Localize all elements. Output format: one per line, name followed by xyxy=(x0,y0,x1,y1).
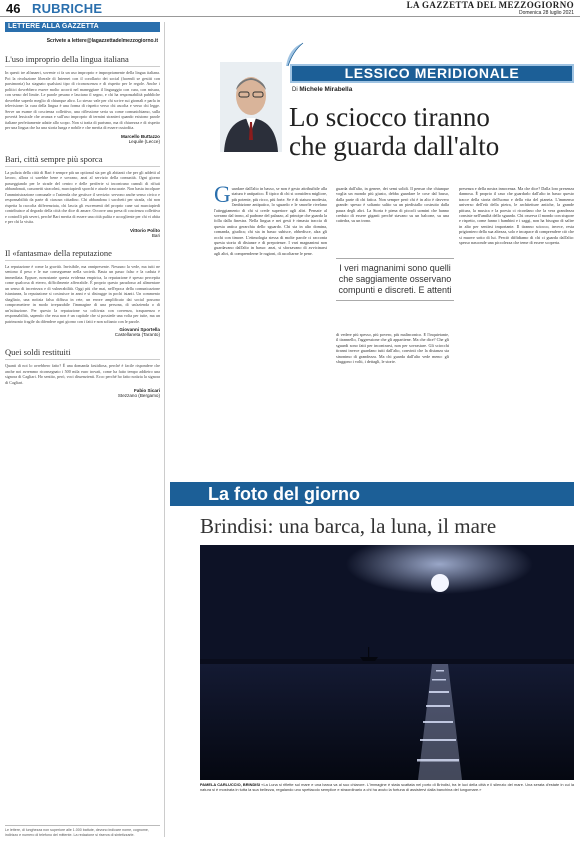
letter-item xyxy=(5,347,160,398)
letter-signature xyxy=(5,327,160,337)
page-number: 46 xyxy=(6,1,21,16)
night-sea-photo xyxy=(200,545,574,780)
letters-band: LETTERE ALLA GAZZETTA xyxy=(5,22,160,32)
letter-body: La reputazione è come la gravità. Invisibile, ma onnipresente. Nessuno la vede, ma tutti ne sentono il peso e le sue conseguenze nella società. Basta un passo falso e la caduta è immediata. Eppure, nonostante questa evidenza empirica, la reputazione è spesso percepita come qualcosa di etereo, difficilmente afferrabile. È proprio questo paradosso ad alimentare un senso di incertezza e di vulnerabilità. Oggi più che mai, nell'epoca della comunicazione istantanea, la reputazione si costruisce in anni e si distrugge in pochi istanti. Un commento sbagliato, una notizia falsa diffusa in rete, un errore amplificato dai social possono compromettere in modo irreparabile l'immagine di una persona, di un'azienda o di un'istituzione. Per questo la reputazione va coltivata con coerenza, trasparenza e responsabilità, sapendo che essa non è un capitale che si possiede una volta per tutte, ma un patrimonio fragile da difendere ogni giorno con i fatti e non soltanto con le parole. xyxy=(5,263,160,324)
letter-item xyxy=(5,54,160,144)
column-divider xyxy=(164,22,165,837)
letter-author: Vittorio Polito xyxy=(129,227,160,233)
photo-caption-text: «La Luna si riflette sul mare e una barca va al suo chiarore. L'immagine è stata scattata nel porto di Brindisi, tra le luci della città e il silenzio del mare. Una serata d'estate in cui la natura si è mostrata in tutta la sua bellezza, regalando uno spettacolo semplice e straordinario a chi ha avuto la fortuna di assistervi dalla banchina del lungomare.» xyxy=(200,782,574,792)
page-header xyxy=(0,0,580,17)
photo-band-title: La foto del giorno xyxy=(208,484,360,504)
article-column-1 xyxy=(214,182,327,256)
letter-body: La pulizia della città di Bari è sempre più un optional sia per gli abitanti che per gli addetti al lavoro, allora ci sarebbe bene e sovrano, anzi al servizio della comunità. Ogni giorno passeggiando per le strade del centro e delle periferie si incontrano cumuli di rifiuti abbandonati, cassonetti stracolmi, marciapiedi sporchi e aiuole trascurate. Non basta incolpare l'amministrazione comunale o l'azienda che gestisce il servizio: servono anche senso civico e responsabilità da parte di ciascun cittadino. Chi abbandona i sacchetti per strada, chi non rispetta la raccolta differenziata, chi lascia gli escrementi del proprio cane sui marciapiedi contribuisce al degrado della città che dice di amare. Occorre una presa di coscienza collettiva e controlli più severi, perché Bari merita di essere una città pulita e accogliente per chi vi abita e per chi la visita. xyxy=(5,169,160,224)
letter-author: Giovanni Sportella xyxy=(119,327,160,332)
letter-author: Marcello Buttazzo xyxy=(120,133,160,139)
letters-column xyxy=(5,22,160,837)
letter-item xyxy=(5,248,160,338)
letter-item xyxy=(5,154,160,238)
photo-caption xyxy=(200,783,574,793)
letter-signature xyxy=(5,388,160,398)
letter-title: Bari, città sempre più sporca xyxy=(5,154,160,167)
letter-signature xyxy=(5,228,160,238)
article-text: uardare dall'alto in basso, se non è gesto attribuibile alla statura è antipatico. È tipico di chi si considera migliore, più potente, più ricco, più forte. Se è di statura modesta, l'ambizione antipatico, lo sguardo e le smorfie rivelano l'atteggiamento di chi si crede superiore agli altri. Pensate al sovrano dal trono, al padrone del palazzo, al principe che guarda la folla dalla finestra. Nella lingua e nei gesti è rimasta traccia di questa antica gerarchia dello sguardo. Chi sta in alto domina, comanda, giudica; chi sta in basso subisce, obbedisce, alza gli occhi con timore. L'etimologia stessa di molte parole ci racconta questa storia di distanze e di prepotenze. I vari magnanimi non guardavano dall'alto in basso: anzi, si sforzavano di avvicinarsi agli altri, di comprenderne le ragioni, di ascoltarne le pene. xyxy=(214,186,327,256)
article-headline xyxy=(289,103,499,161)
issue-date: Domenica 28 luglio 2021 xyxy=(518,10,574,16)
article-text: presenza e della nostra innocenza. Ma che dice? Dalla loro presenza dannosa. È proprio il caso che guardarlo dall'alto in basso questo tracce della storia dell'uomo e della vita del pianeta. L'immenso universo dell'età della pietra, le architetture antiche, la grande pittura, la musica e la poesia ci ricordano che la vera grandezza consiste nell'umiltà dello sguardo. Chi osserva il mondo con stupore e rispetto, come fanno i bambini e i saggi, non ha bisogno di salire in alto per sentirsi importante. Il tiranno sciocco, invece, resta prigioniero della sua altezza, solo e incapace di comprendere ciò che si muove sotto di lui. Perciò diffidiamo di chi ci guarda dall'alto: spesso nasconde una piccolezza che teme di essere scoperta. xyxy=(459,186,574,246)
letter-signature xyxy=(5,134,160,144)
section-title: RUBRICHE xyxy=(32,1,103,16)
article-text: guarda dall'alto, in genere, dei semi solidi. Il pensar che chiunque voglia un mondo più giusto, debba guardare le cose dal basso, dalla parte di chi fatica. Non sempre però chi è in alto è davvero grande: spesso è soltanto salito su un piedistallo costruito dalla paura degli altri. La Storia è piena di piccoli uomini che hanno creduto di essere giganti perché stavano su un balcone, su una cattedra, su un trono. xyxy=(336,186,449,224)
pull-quote: I veri magnanimi sono quelli che saggiamente osservano compunti e discreti. E attenti xyxy=(336,258,454,301)
article-column-3 xyxy=(459,186,574,245)
letter-place: Castellaneta (Taranto) xyxy=(114,332,160,337)
letter-place: Bari xyxy=(151,232,160,238)
letter-title: L'uso improprio della lingua italiana xyxy=(5,54,160,67)
article-byline xyxy=(292,86,352,93)
letters-email-link[interactable]: Scrivete a lettere@lagazzettadelmezzogiorno.it xyxy=(46,38,158,44)
masthead xyxy=(407,0,574,16)
headline-line-1: Lo sciocco tiranno xyxy=(289,102,490,132)
letter-title: Il «fantasma» della reputazione xyxy=(5,248,160,261)
letter-author: Fabio Sicari xyxy=(133,388,160,393)
letter-title: Quei soldi restituiti xyxy=(5,347,160,360)
photo-credit: PAMELA CARLUCCIO, BRINDISI xyxy=(200,782,261,787)
letters-note: Le lettere, di lunghezza non superiore alle 1.000 battute, devono indicare nome, cognome, indirizzo e numero di telefono del mittente. La redazione si riserva di sintetizzarle. xyxy=(5,825,160,837)
article-column-2-top xyxy=(336,186,449,256)
letter-place: Lequile (Lecce) xyxy=(128,138,160,144)
drop-cap: G xyxy=(214,182,231,207)
letter-body: In questi tre alfanaeri, sovente ci fa un uso improprio e impropriamente della lingua italiana. Poi la rivoluzione liberale di Internet con il corollario dei social (facendi se gestiti con parsimonia) ha stagnato qualsiasi tipo di riconoscenza e di rispetto per le regole. Anche i politici dovrebbero essere molto accorti nel maneggiare il linguaggio con cura, con misura, con senso del limite. Le parole pesano e lasciano il segno, e chi ha responsabilità pubbliche dovrebbe saperlo meglio di chiunque altro. Lo stesso vale per chi scrive sui giornali e parla in televisione: la cura della lingua è una forma di rispetto verso chi ascolta e verso chi legge. Serve un esame di coscienza collettivo, una riflessione seria su come comunichiamo, sulla povertà lessicale che avanza e sull'uso improprio di termini stranieri quando esistono parole italiane perfettamente adatte allo scopo. Non si tratta di purismo, ma di chiarezza e di rispetto per una lingua che ha una storia lunga e nobile e che merita di essere custodita. xyxy=(5,70,160,130)
letter-place: Stezzano (Bergamo) xyxy=(117,393,160,398)
byline-author: Michele Mirabella xyxy=(299,86,353,93)
byline-prefix: Di xyxy=(292,87,298,93)
lessico-band: LESSICO MERIDIONALE xyxy=(290,64,574,83)
letter-body: Quanti di noi lo avrebbero fatto? È una domanda fastidiosa, perché è facile rispondere che anche noi avremmo riconsegnato i 500 mila euro trovati, come ha fatto tempo addietro una signora di Cagliari. Ho sentito, però, voci dissenzienti. Ecco perché ho fatto notizia la signora di Cagliari. xyxy=(5,363,160,385)
article-column-2-bottom xyxy=(336,332,449,364)
photo-title: Brindisi: una barca, la luna, il mare xyxy=(200,514,497,538)
headline-line-2: che guarda dall'alto xyxy=(289,131,500,161)
author-portrait xyxy=(220,62,282,152)
photo-of-day-band xyxy=(170,482,574,506)
article-text: di vedere più spesso, più povero, più malinconico. E l'inquietante, il tirannello, l'aggressione che gli appartiene. Ma che dice? Che gli sguardi sono fatti per incontrarsi, non per sovrastare. Gli sciocchi tiranni invece guardano tutti dall'alto, convinti che la distanza sia sinonimo di grandezza. Ma chi guarda dall'alto vede meno: gli sfuggono i volti, i dettagli, le storie. xyxy=(336,332,449,365)
paper-name: LA GAZZETTA DEL MEZZOGIORNO xyxy=(406,0,574,10)
